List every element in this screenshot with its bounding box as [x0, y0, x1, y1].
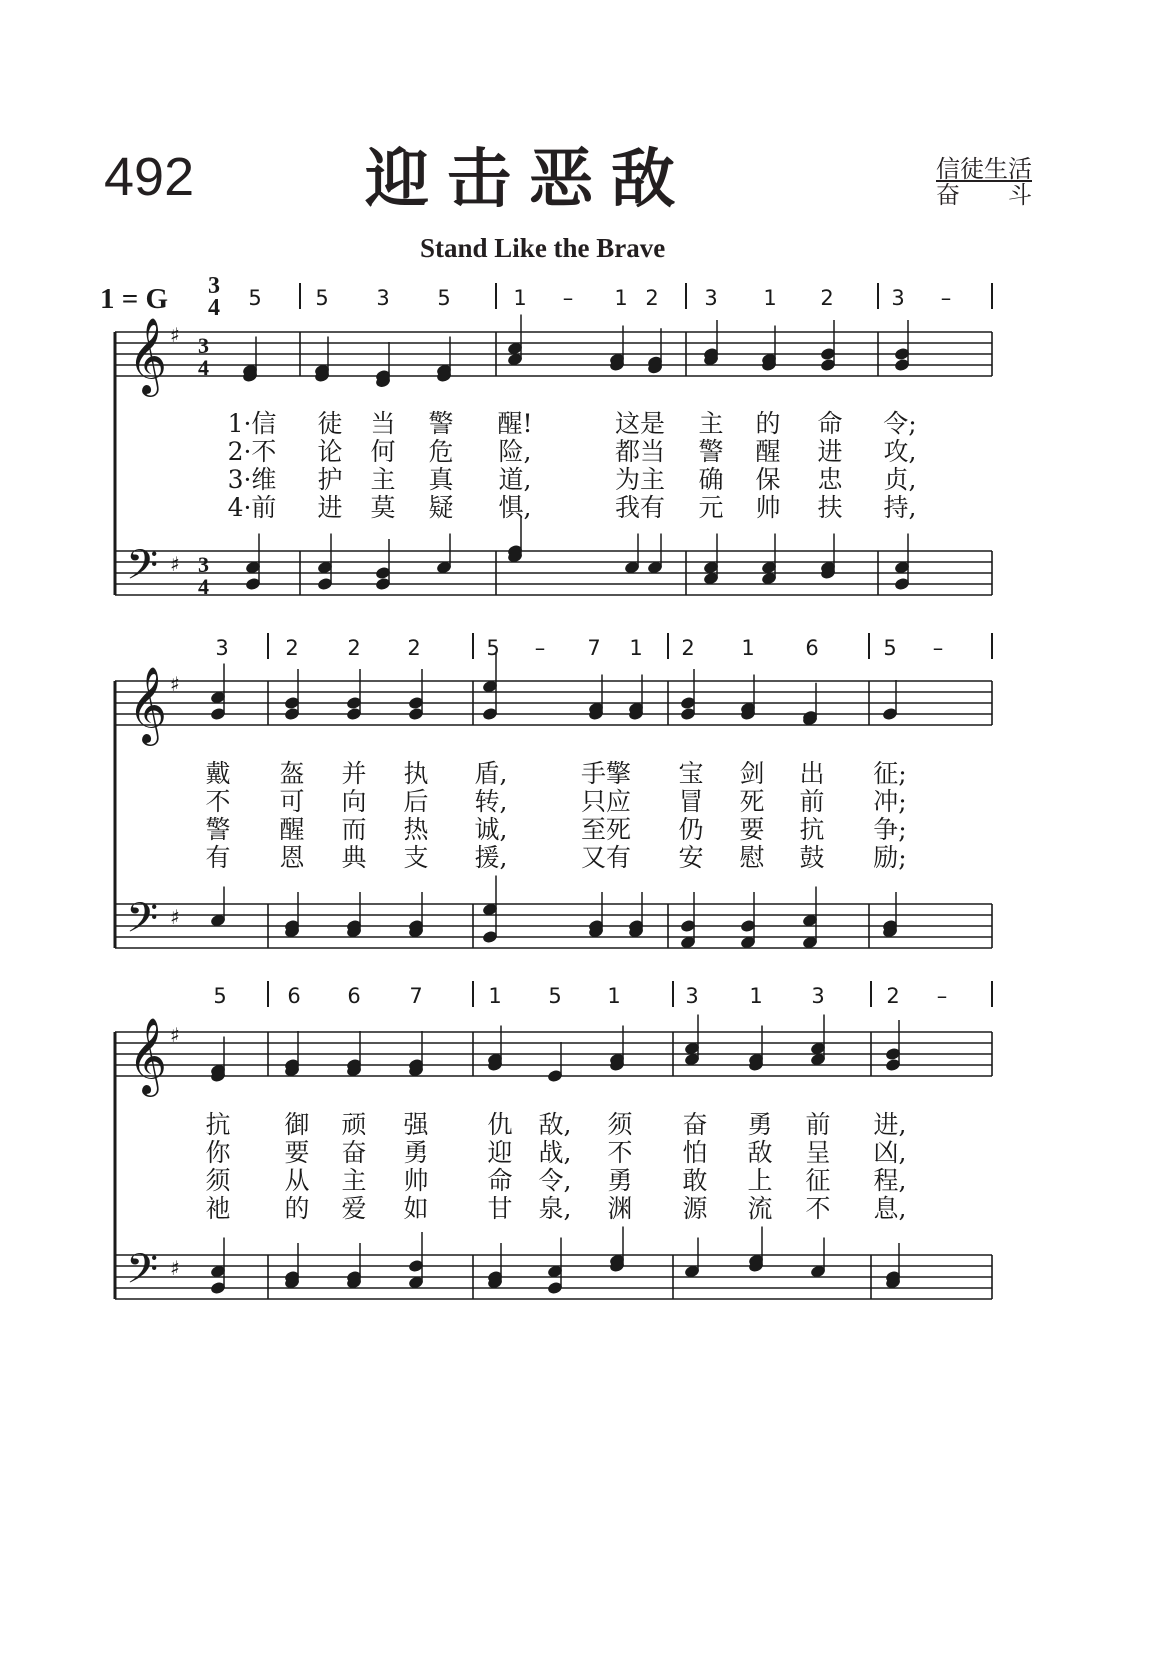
lyric-syllable: 4·前	[227, 493, 277, 522]
sharp-icon: ♯	[170, 905, 180, 929]
lyric-syllable: 宝	[678, 759, 704, 788]
jianpu-note: 2	[285, 636, 299, 660]
lyric-syllable: 勇	[403, 1138, 429, 1167]
jianpu-note: –	[940, 286, 952, 310]
lyric-syllable: 冲;	[873, 787, 907, 816]
lyric-syllable: 醒	[755, 437, 781, 466]
lyric-syllable: 盔	[279, 759, 305, 788]
lyric-syllable: 勇	[747, 1110, 773, 1139]
lyric-syllable: 都当	[614, 437, 666, 466]
lyric-syllable: 有	[205, 843, 231, 872]
lyric-syllable: 敢	[682, 1166, 708, 1195]
lyric-syllable: 命	[487, 1166, 513, 1195]
lyric-syllable: 进	[317, 493, 343, 522]
lyric-syllable: 慰	[739, 843, 765, 872]
jianpu-note: 2	[820, 286, 834, 310]
lyric-syllable: 战,	[538, 1138, 572, 1167]
sharp-icon: ♯	[170, 323, 180, 347]
lyric-syllable: 手擎	[580, 759, 632, 788]
lyric-syllable: 争;	[873, 815, 907, 844]
jianpu-note: 1	[741, 636, 755, 660]
lyric-syllable: 元	[698, 493, 724, 522]
lyric-syllable: 顽	[341, 1110, 367, 1139]
jianpu-note: 3	[891, 286, 905, 310]
jianpu-note: 5	[248, 286, 262, 310]
treble-clef-icon: 𝄞	[128, 666, 168, 743]
lyric-syllable: 警	[205, 815, 231, 844]
sharp-icon: ♯	[170, 1256, 180, 1280]
lyric-syllable: 警	[428, 409, 454, 438]
lyric-syllable: 渊	[607, 1194, 633, 1223]
lyric-syllable: 主	[698, 409, 724, 438]
jianpu-note: 6	[347, 984, 361, 1008]
lyric-syllable: 戴	[205, 759, 231, 788]
jianpu-note: 1	[629, 636, 643, 660]
system-2	[115, 633, 992, 952]
system-3	[115, 981, 992, 1303]
jianpu-note: 5	[315, 286, 329, 310]
lyric-syllable: 帅	[403, 1166, 429, 1195]
lyric-syllable: 御	[284, 1110, 310, 1139]
bass-clef-icon: 𝄢	[126, 541, 159, 599]
lyric-syllable: 迎	[487, 1138, 513, 1167]
category-label: 信徒生活	[936, 155, 1032, 183]
lyric-syllable: 征	[805, 1166, 831, 1195]
lyric-syllable: 安	[678, 843, 704, 872]
jianpu-note: 6	[287, 984, 301, 1008]
lyric-syllable: 程,	[873, 1166, 907, 1195]
lyric-syllable: 强	[403, 1110, 429, 1139]
lyric-syllable: 这是	[614, 409, 666, 438]
lyric-syllable: 莫	[370, 493, 396, 522]
lyric-syllable: 帅	[755, 493, 781, 522]
lyric-syllable: 励;	[873, 843, 907, 872]
lyric-syllable: 醒!	[497, 409, 533, 438]
lyric-syllable: 要	[284, 1138, 310, 1167]
lyric-syllable: 前	[805, 1110, 831, 1139]
jianpu-note: –	[534, 636, 546, 660]
jianpu-note: 5	[548, 984, 562, 1008]
lyric-syllable: 须	[205, 1166, 231, 1195]
jianpu-note: –	[936, 984, 948, 1008]
lyric-syllable: 只应	[580, 787, 632, 816]
lyric-syllable: 仇	[487, 1110, 513, 1139]
lyric-syllable: 敌	[747, 1138, 773, 1167]
time-signature-bottom: 4	[198, 574, 209, 599]
time-top: 3	[208, 273, 220, 299]
lyric-syllable: 道,	[498, 465, 532, 494]
lyric-syllable: 为主	[614, 465, 666, 494]
jianpu-note: 1	[513, 286, 527, 310]
jianpu-note: 7	[409, 984, 423, 1008]
jianpu-note: 3	[704, 286, 718, 310]
lyric-syllable: 护	[317, 465, 343, 494]
lyric-syllable: 进	[817, 437, 843, 466]
lyric-syllable: 1·信	[227, 409, 277, 438]
sharp-icon: ♯	[170, 552, 180, 576]
jianpu-note: –	[562, 286, 574, 310]
lyric-syllable: 可	[279, 787, 305, 816]
lyric-syllable: 不	[205, 787, 231, 816]
lyric-syllable: 徒	[317, 409, 343, 438]
jianpu-note: 1	[763, 286, 777, 310]
treble-clef-icon: 𝄞	[128, 317, 168, 394]
lyric-syllable: 盾,	[474, 759, 508, 788]
jianpu-note: 5	[437, 286, 451, 310]
hymn-number: 492	[104, 147, 195, 207]
lyric-syllable: 敌,	[538, 1110, 572, 1139]
jianpu-note: 2	[407, 636, 421, 660]
lyric-syllable: 贞,	[883, 465, 917, 494]
treble-clef-icon: 𝄞	[128, 1017, 168, 1094]
lyric-syllable: 从	[284, 1166, 310, 1195]
lyric-syllable: 令;	[883, 409, 917, 438]
jianpu-note: 1	[488, 984, 502, 1008]
lyric-syllable: 真	[428, 465, 454, 494]
lyric-syllable: 2·不	[227, 437, 277, 466]
lyric-syllable: 转,	[474, 787, 508, 816]
lyric-syllable: 甘	[487, 1194, 513, 1223]
time-signature-top: 3	[198, 552, 209, 577]
lyric-syllable: 你	[205, 1138, 231, 1167]
bass-clef-icon: 𝄢	[126, 894, 159, 952]
hymn-subtitle: Stand Like the Brave	[420, 233, 666, 263]
jianpu-note: 3	[685, 984, 699, 1008]
lyric-syllable: 而	[341, 815, 367, 844]
hymn-title: 迎击恶敌	[365, 142, 693, 217]
lyric-syllable: 不	[805, 1194, 831, 1223]
lyric-syllable: 典	[341, 843, 367, 872]
lyric-syllable: 支	[403, 843, 429, 872]
lyric-syllable: 须	[607, 1110, 633, 1139]
lyric-syllable: 又有	[580, 843, 632, 872]
lyric-syllable: 何	[370, 437, 396, 466]
jianpu-note: 3	[811, 984, 825, 1008]
lyric-syllable: 鼓	[799, 843, 825, 872]
lyric-syllable: 如	[403, 1194, 429, 1223]
jianpu-note: 1	[614, 286, 628, 310]
lyric-syllable: 险,	[498, 437, 532, 466]
lyric-syllable: 执	[403, 759, 429, 788]
lyric-syllable: 命	[817, 409, 843, 438]
lyric-syllable: 我有	[614, 493, 666, 522]
lyric-syllable: 前	[799, 787, 825, 816]
jianpu-note: 5	[486, 636, 500, 660]
lyric-syllable: 论	[317, 437, 343, 466]
lyric-syllable: 的	[755, 409, 781, 438]
lyric-syllable: 冒	[678, 787, 704, 816]
time-bottom: 4	[208, 295, 220, 321]
key-signature-label: 1 = G	[100, 283, 169, 315]
lyric-syllable: 当	[370, 409, 396, 438]
jianpu-note: 5	[213, 984, 227, 1008]
jianpu-note: 1	[607, 984, 621, 1008]
sharp-icon: ♯	[170, 1023, 180, 1047]
lyric-syllable: 死	[739, 787, 765, 816]
lyric-syllable: 并	[341, 759, 367, 788]
lyric-syllable: 3·维	[227, 465, 277, 494]
bass-clef-icon: 𝄢	[126, 1245, 159, 1303]
jianpu-note: –	[932, 636, 944, 660]
lyric-syllable: 危	[428, 437, 454, 466]
lyric-syllable: 确	[698, 465, 724, 494]
lyric-syllable: 息,	[873, 1194, 907, 1223]
lyric-syllable: 扶	[817, 493, 843, 522]
lyric-syllable: 奋	[341, 1138, 367, 1167]
lyric-syllable: 至死	[580, 815, 632, 844]
lyric-syllable: 仍	[678, 815, 704, 844]
lyric-syllable: 凶,	[873, 1138, 907, 1167]
lyric-syllable: 向	[341, 787, 367, 816]
lyric-syllable: 祂	[205, 1194, 231, 1223]
lyric-syllable: 主	[370, 465, 396, 494]
lyric-syllable: 持,	[883, 493, 917, 522]
lyric-syllable: 出	[799, 759, 825, 788]
lyric-syllable: 诚,	[474, 815, 508, 844]
lyric-syllable: 主	[341, 1166, 367, 1195]
lyric-syllable: 不	[607, 1138, 633, 1167]
lyric-syllable: 要	[739, 815, 765, 844]
lyric-syllable: 源	[682, 1194, 708, 1223]
jianpu-note: 2	[347, 636, 361, 660]
lyric-syllable: 恩	[279, 843, 305, 872]
lyric-syllable: 呈	[805, 1138, 831, 1167]
subcategory-label: 奋斗	[936, 181, 1080, 210]
lyric-syllable: 勇	[607, 1166, 633, 1195]
jianpu-note: 6	[805, 636, 819, 660]
lyric-syllable: 警	[698, 437, 724, 466]
jianpu-note: 5	[883, 636, 897, 660]
lyric-syllable: 爱	[341, 1194, 367, 1223]
lyric-syllable: 保	[755, 465, 781, 494]
lyric-syllable: 抗	[205, 1110, 231, 1139]
lyric-syllable: 怕	[682, 1138, 708, 1167]
sharp-icon: ♯	[170, 672, 180, 696]
lyric-syllable: 醒	[279, 815, 305, 844]
jianpu-note: 1	[749, 984, 763, 1008]
lyric-syllable: 进,	[873, 1110, 907, 1139]
lyric-syllable: 征;	[873, 759, 907, 788]
jianpu-note: 7	[587, 636, 601, 660]
jianpu-note: 2	[886, 984, 900, 1008]
jianpu-note: 3	[376, 286, 390, 310]
lyric-syllable: 剑	[739, 759, 765, 788]
lyric-syllable: 奋	[682, 1110, 708, 1139]
jianpu-note: 2	[645, 286, 659, 310]
lyric-syllable: 忠	[817, 465, 843, 494]
time-signature-bottom: 4	[198, 355, 209, 380]
lyric-syllable: 热	[403, 815, 429, 844]
lyric-syllable: 援,	[474, 843, 508, 872]
lyric-syllable: 疑	[428, 493, 454, 522]
lyric-syllable: 后	[403, 787, 429, 816]
jianpu-note: 2	[681, 636, 695, 660]
lyric-syllable: 流	[747, 1194, 773, 1223]
jianpu-note: 3	[215, 636, 229, 660]
time-signature-top: 3	[198, 333, 209, 358]
lyric-syllable: 惧,	[498, 493, 532, 522]
lyric-syllable: 上	[747, 1166, 773, 1195]
lyric-syllable: 攻,	[883, 437, 917, 466]
system-1	[115, 283, 992, 599]
lyric-syllable: 的	[284, 1194, 310, 1223]
lyric-syllable: 抗	[799, 815, 825, 844]
lyric-syllable: 泉,	[538, 1194, 572, 1223]
lyric-syllable: 令,	[538, 1166, 572, 1195]
